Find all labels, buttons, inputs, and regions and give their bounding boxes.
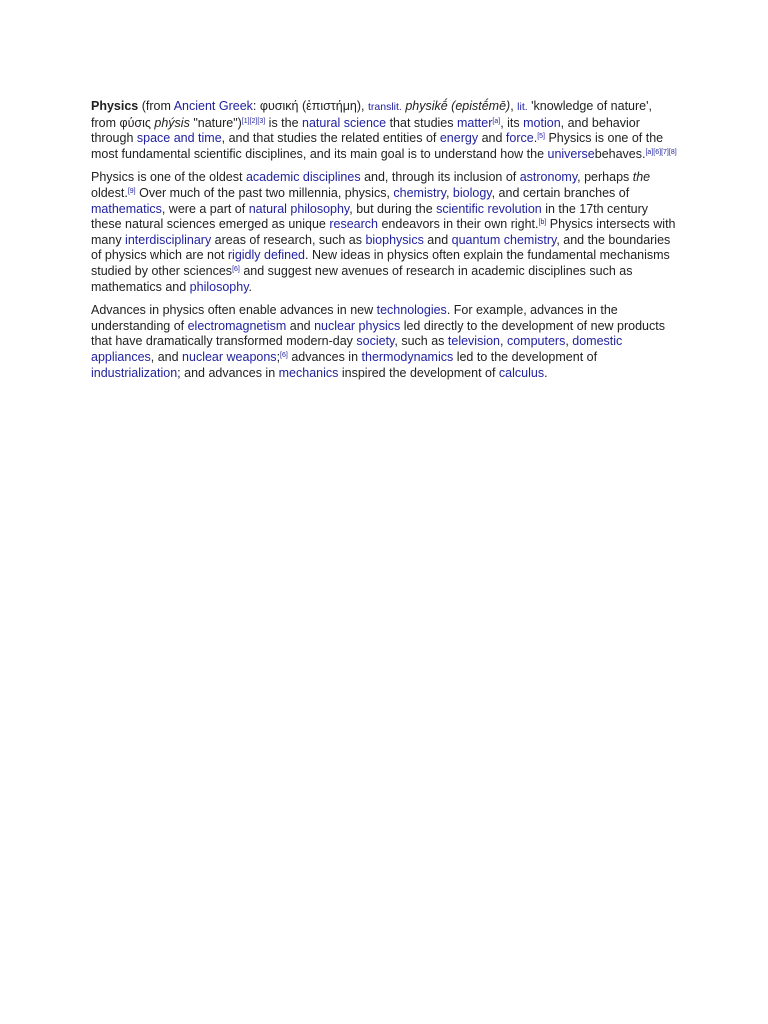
- text-run: . For example, advances in the understanding of: [91, 303, 618, 333]
- text-run: , and certain branches of: [491, 185, 630, 200]
- italic-the: the: [632, 170, 651, 185]
- link-space-and-time[interactable]: space and time: [136, 131, 222, 146]
- link-nuclear-physics[interactable]: nuclear physics: [314, 318, 401, 333]
- link-scientific-revolution[interactable]: scientific revolution: [436, 201, 542, 216]
- text-run: : φυσική (ἐπιστήμη): [252, 99, 362, 113]
- link-television[interactable]: television: [447, 334, 501, 349]
- link-philosophy[interactable]: philosophy: [189, 279, 249, 294]
- text-run: , were a part of: [161, 201, 249, 216]
- link-technologies[interactable]: technologies: [376, 303, 447, 318]
- text-run: and: [423, 232, 452, 247]
- paragraph-intro: [91, 99, 679, 162]
- link-calculus[interactable]: calculus: [498, 365, 545, 380]
- citation-9[interactable]: [9]: [127, 187, 136, 195]
- text-run: . New ideas in physics often explain the fundamental mechanisms studied by other sciences: [91, 248, 670, 278]
- link-quantum-chemistry[interactable]: quantum chemistry: [451, 232, 557, 247]
- text-run: Physics is one of the most fundamental scientific disciplines, and its main goal is to understand how the: [91, 131, 664, 161]
- citation-5[interactable]: [5]: [537, 133, 545, 141]
- link-universe[interactable]: universe: [547, 146, 595, 161]
- paragraph-history: [91, 170, 679, 295]
- citation-note-a[interactable]: [a]: [492, 117, 501, 125]
- citation-3[interactable]: [3]: [257, 117, 266, 125]
- text-run: Over much of the past two millennia, physics,: [135, 185, 394, 200]
- text-run: in the 17th century these natural sciences emerged as unique: [91, 201, 649, 232]
- text-run: ; and advances in: [177, 365, 279, 380]
- citation-8[interactable]: [8]: [668, 148, 677, 156]
- link-chemistry[interactable]: chemistry: [393, 185, 446, 200]
- text-run: ,: [500, 334, 507, 349]
- paragraph-technology: [91, 303, 679, 381]
- text-run: .: [544, 365, 548, 380]
- link-matter[interactable]: matter: [456, 115, 493, 130]
- link-translit[interactable]: translit.: [367, 101, 402, 113]
- link-computers[interactable]: computers: [506, 334, 566, 349]
- text-run: behaves.: [594, 146, 646, 161]
- text-run: that studies: [386, 115, 457, 130]
- citation-6[interactable]: [6]: [280, 351, 288, 359]
- link-motion[interactable]: motion: [523, 115, 561, 130]
- text-run: is the: [265, 115, 303, 130]
- link-industrialization[interactable]: industrialization: [91, 365, 178, 380]
- text-run: led directly to the development of new products that have dramatically transformed modern-day: [91, 318, 665, 349]
- text-run: Physics is one of the oldest: [91, 170, 246, 185]
- link-domestic-appliances[interactable]: domestic appliances: [91, 334, 623, 364]
- text-run: and, through its inclusion of: [360, 170, 520, 185]
- citation-note-b[interactable]: [b]: [538, 219, 547, 227]
- link-energy[interactable]: energy: [439, 131, 479, 146]
- text-run: , and behavior through: [91, 115, 640, 146]
- text-run: ,: [361, 99, 368, 113]
- link-astronomy[interactable]: astronomy: [519, 170, 578, 185]
- text-run: led to the development of: [453, 349, 598, 364]
- text-run: "nature"): [189, 115, 242, 130]
- text-run: Physics intersects with many: [91, 217, 676, 247]
- text-run: ;: [276, 349, 281, 364]
- text-run: , and: [150, 349, 183, 364]
- citation-6[interactable]: [6]: [653, 148, 662, 156]
- text-run: areas of research, such as: [211, 232, 366, 247]
- text-run: , and the boundaries of physics which are not: [91, 232, 671, 263]
- link-lit[interactable]: lit.: [517, 101, 528, 113]
- link-mechanics[interactable]: mechanics: [278, 365, 339, 380]
- link-mathematics[interactable]: mathematics: [91, 201, 162, 216]
- text-run: .: [533, 131, 538, 146]
- article-body: [91, 99, 679, 389]
- text-run: oldest.: [91, 185, 128, 200]
- text-run: and suggest new avenues of research in academic disciplines such as mathematics and: [91, 263, 633, 294]
- text-run: endeavors in their own right.: [377, 217, 539, 232]
- text-run: Advances in physics often enable advances in new: [91, 303, 377, 318]
- citation-2[interactable]: [2]: [249, 117, 258, 125]
- link-ancient-greek[interactable]: Ancient Greek: [173, 99, 253, 113]
- link-biology[interactable]: biology: [452, 185, 492, 200]
- text-run: , such as: [394, 334, 448, 349]
- text-run: 'knowledge of nature', from φύσις: [91, 99, 652, 130]
- link-electromagnetism[interactable]: electromagnetism: [187, 318, 287, 333]
- link-biophysics[interactable]: biophysics: [365, 232, 424, 247]
- text-run: , and that studies the related entities of: [221, 131, 440, 146]
- link-thermodynamics[interactable]: thermodynamics: [361, 349, 454, 364]
- link-natural-science[interactable]: natural science: [302, 115, 387, 130]
- text-run: advances in: [287, 349, 362, 364]
- citation-note-a-2[interactable]: [a]: [645, 148, 654, 156]
- link-nuclear-weapons[interactable]: nuclear weapons: [182, 349, 277, 364]
- text-run: inspired the development of: [338, 365, 499, 380]
- citation-6[interactable]: [6]: [232, 265, 240, 273]
- text-run: ,: [445, 185, 453, 200]
- italic-physike: physikḗ (epistḗmē): [405, 99, 511, 113]
- bold-term-physics: Physics: [91, 99, 139, 113]
- link-force[interactable]: force: [505, 131, 534, 146]
- text-run: ,: [565, 334, 573, 349]
- text-run: , perhaps: [577, 170, 633, 185]
- link-research[interactable]: research: [329, 217, 378, 232]
- italic-physis: phýsis: [154, 115, 190, 130]
- link-society[interactable]: society: [356, 334, 395, 349]
- text-run: and: [478, 131, 506, 146]
- link-academic-disciplines[interactable]: academic disciplines: [245, 170, 361, 185]
- text-run: , its: [500, 115, 524, 130]
- text-run: (from: [138, 99, 174, 113]
- link-rigidly-defined[interactable]: rigidly defined: [227, 248, 306, 263]
- citation-1[interactable]: [1]: [241, 117, 250, 125]
- text-run: and: [286, 318, 315, 333]
- link-natural-philosophy[interactable]: natural philosophy: [248, 201, 350, 216]
- link-interdisciplinary[interactable]: interdisciplinary: [125, 232, 212, 247]
- text-run: ,: [510, 99, 518, 113]
- text-run: .: [248, 279, 252, 294]
- text-run: , but during the: [349, 201, 437, 216]
- citation-7[interactable]: [7]: [661, 148, 669, 156]
